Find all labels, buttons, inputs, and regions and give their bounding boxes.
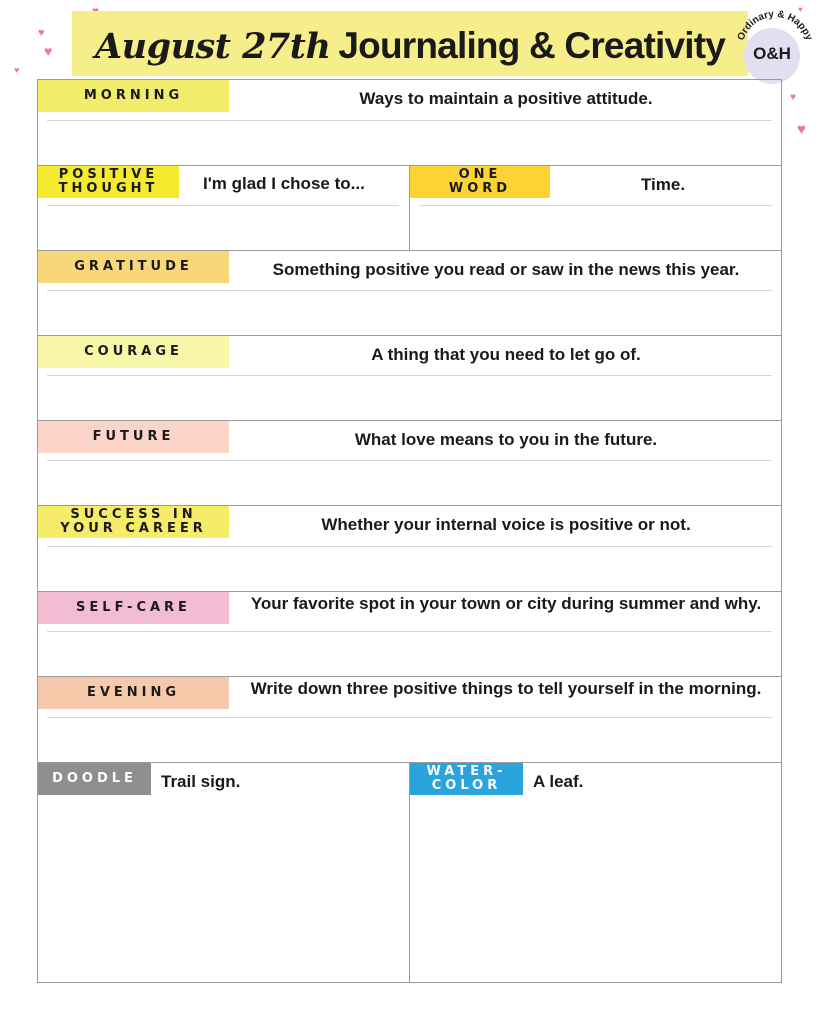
writing-line [47,717,772,718]
morning-prompt: Ways to maintain a positive attitude. [359,89,653,108]
self-care-prompt: Your favorite spot in your town or city during summer and why. [250,594,762,613]
page-title [95,18,725,73]
one-word-prompt: Time. [640,175,686,194]
writing-line [47,205,399,206]
success-tag [38,506,229,538]
courage-prompt: A thing that you need to let go of. [371,345,641,364]
writing-line [47,460,772,461]
column-divider [409,762,410,983]
writing-line [47,120,772,121]
watercolor-label-2: COLOR [431,778,502,793]
gratitude-tag [38,251,229,283]
success-label-2: YOUR CAREER [60,521,207,536]
positive-thought-prompt: I'm glad I chose to... [203,174,365,193]
morning-tag [38,80,229,112]
heart-icon: ♥ [798,5,803,14]
success-label-1: SUCCESS IN [70,507,197,522]
one-word-label-2: WORD [448,181,512,196]
title-date: August 27th [95,26,331,67]
positive-thought-tag [38,166,179,198]
heart-icon: ♥ [14,65,20,75]
one-word-label-1: ONE [458,167,502,182]
doodle-tag [38,763,151,795]
courage-tag [38,336,229,368]
heart-icon: ♥ [38,27,45,39]
writing-line [47,631,772,632]
writing-line [47,375,772,376]
positive-thought-label-1: POSITIVE [58,167,159,182]
heart-icon: ♥ [44,43,53,59]
morning-label: MORNING [83,88,184,103]
future-label: FUTURE [92,429,175,444]
writing-line [47,546,772,547]
gratitude-prompt: Something positive you read or saw in the news this year. [272,260,740,279]
watercolor-tag [410,763,523,795]
writing-line [420,205,772,206]
heart-icon: ♥ [797,121,806,138]
title-text: Journaling & Creativity [338,25,726,66]
success-prompt: Whether your internal voice is positive or not. [321,515,691,534]
watercolor-prompt: A leaf. [533,772,584,791]
future-prompt: What love means to you in the future. [354,430,658,449]
evening-tag [38,677,229,709]
self-care-label: SELF-CARE [76,600,191,615]
svg-text:Ordinary & Happy: Ordinary & Happy [735,8,815,42]
positive-thought-label-2: THOUGHT [58,181,159,196]
future-tag [38,421,229,453]
doodle-label: DOODLE [52,771,137,786]
evening-label: EVENING [86,685,181,700]
self-care-tag [38,592,229,624]
courage-label: COURAGE [84,344,183,359]
logo-mark: O&H [753,44,791,63]
watercolor-label-1: WATER- [426,764,507,779]
doodle-prompt: Trail sign. [161,772,241,791]
gratitude-label: GRATITUDE [74,259,193,274]
evening-prompt: Write down three positive things to tell yourself in the morning. [250,679,762,698]
one-word-tag [410,166,550,198]
heart-icon: ♥ [790,92,796,103]
writing-line [47,290,772,291]
